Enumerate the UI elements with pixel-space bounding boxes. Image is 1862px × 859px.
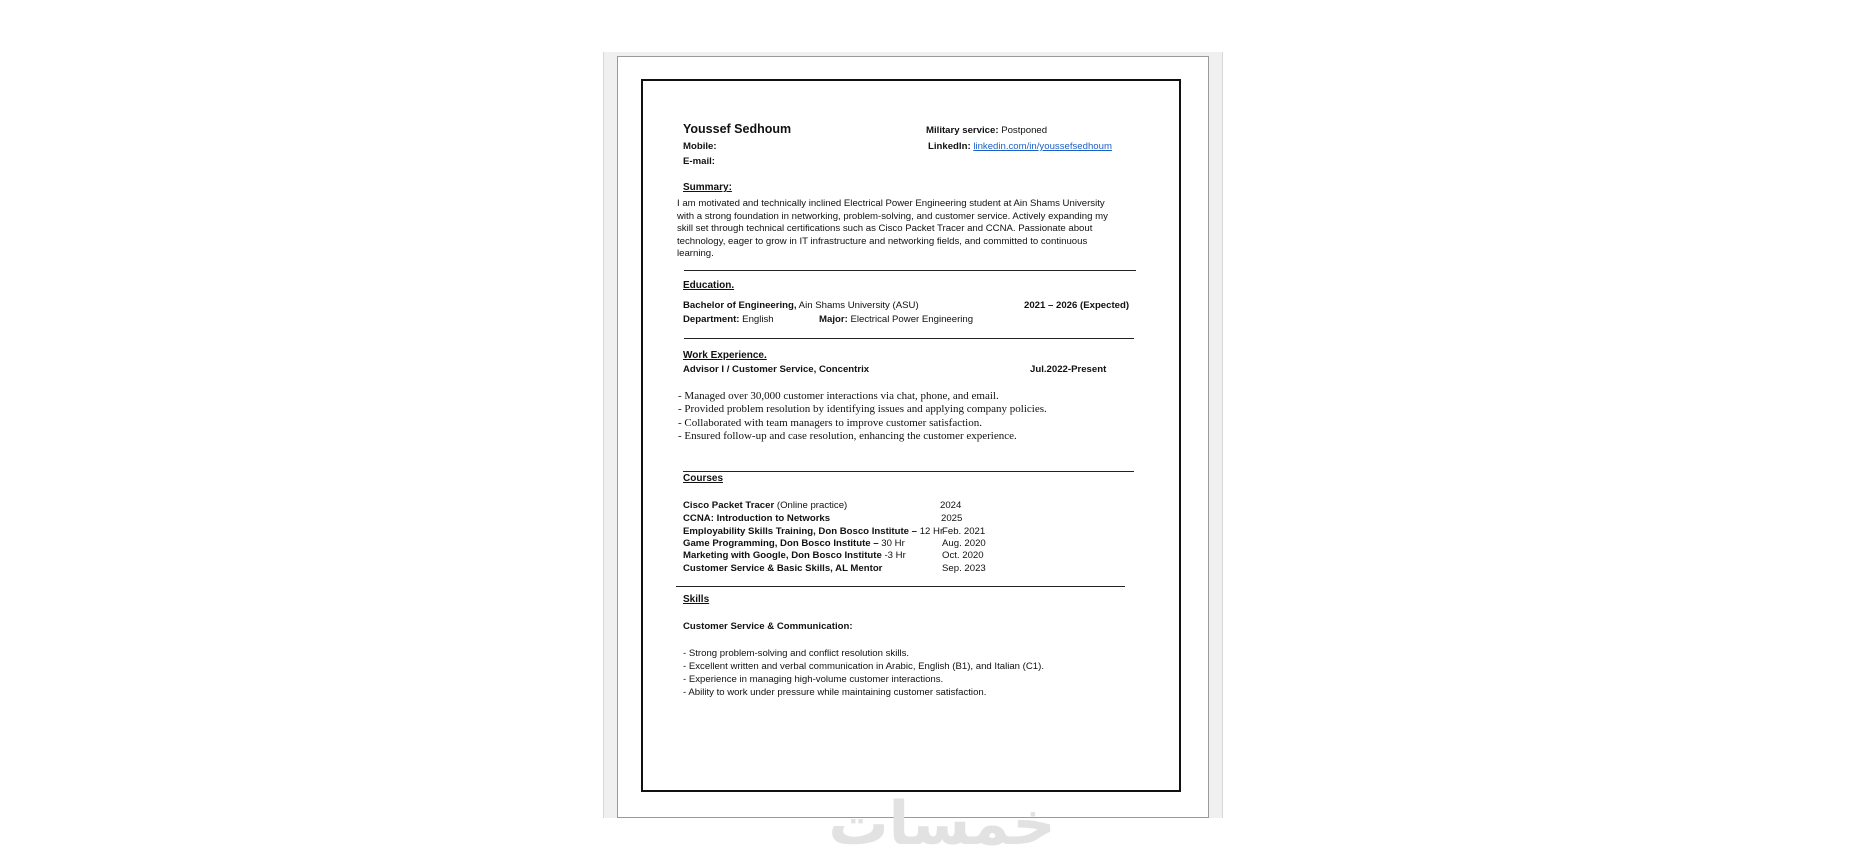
degree-line [683,300,919,312]
university: Ain Shams University (ASU) [796,300,919,311]
course-date: Aug. 2020 [942,538,986,549]
course-name: Cisco Packet Tracer [683,500,775,511]
watermark-logo: خمسات [828,789,1056,859]
list-item [683,550,906,562]
experience-role: Advisor I / Customer Service, Concentrix [683,364,870,375]
department-label: Department: [683,314,740,325]
major [819,314,973,326]
divider [676,586,1125,587]
degree: Bachelor of Engineering, [683,300,797,311]
course-name: Marketing with Google, Don Bosco Institute [683,550,882,561]
major-value: Electrical Power Engineering [847,314,974,325]
list-item [683,563,882,575]
experience-bullets: - Managed over 30,000 customer interactions via chat, phone, and email. - Provided problem resolution by identifying issues and applying company policies. - Collaborated with team managers to improve customer satisfaction. - Ensured follow-up and case resolution, enhancing the customer experience. [678,390,1047,442]
divider [684,270,1136,271]
course-detail: -3 Hr [881,550,906,561]
divider [683,471,1134,472]
summary-heading: Summary: [683,182,732,193]
candidate-name: Youssef Sedhoum [683,122,792,136]
list-item [683,538,905,550]
military-value: Postponed [998,125,1048,136]
skills-subtitle: Customer Service & Communication: [683,621,853,632]
course-name: CCNA: Introduction to Networks [683,513,831,524]
department [683,314,774,326]
skills-heading: Skills [683,594,710,605]
course-name: Game Programming, Don Bosco Institute – [683,538,879,549]
course-date: Oct. 2020 [942,550,984,561]
course-date: Sep. 2023 [942,563,986,574]
course-name: Employability Skills Training, Don Bosco Institute – [683,526,918,537]
education-heading: Education. [683,280,735,291]
course-date: 2024 [940,500,962,511]
list-item [683,526,943,538]
education-dates: 2021 – 2026 (Expected) [1024,300,1130,311]
military-service [926,125,1047,137]
experience-heading: Work Experience. [683,350,767,361]
military-label: Military service: [926,125,999,136]
course-date: Feb. 2021 [942,526,986,537]
department-value: English [739,314,774,325]
skills-bullets: - Strong problem-solving and conflict resolution skills. - Excellent written and verbal communication in Arabic, English (B1), and Italian (C1). - Experience in managing high-volume customer interactions. - Ability to work under pressure while maintaining customer satisfaction. [683,648,1044,698]
divider [684,338,1134,339]
major-label: Major: [819,314,848,325]
course-detail: (Online practice) [774,500,848,511]
summary-text: I am motivated and technically inclined Electrical Power Engineering student at Ain Shams University with a strong foundation in networking, problem-solving, and customer service. Actively expanding my skill set through technical certifications such as Cisco Packet Tracer and CCNA. Passionate about technology, eager to grow in IT infrastructure and networking fields, and committed to continuous learning. [677,198,1108,260]
mobile-label: Mobile: [683,141,717,152]
courses-heading: Courses [683,473,724,484]
email-label: E-mail: [683,156,715,167]
list-item [683,513,830,525]
course-date: 2025 [941,513,963,524]
course-name: Customer Service & Basic Skills, AL Mentor [683,563,883,574]
linkedin [928,141,1112,153]
experience-dates: Jul.2022-Present [1030,364,1107,375]
course-detail: 30 Hr [878,538,905,549]
linkedin-link[interactable]: linkedin.com/in/youssefsedhoum [973,141,1112,152]
list-item [683,500,847,512]
linkedin-label: LinkedIn: [928,141,971,152]
course-detail: 12 Hr [917,526,944,537]
